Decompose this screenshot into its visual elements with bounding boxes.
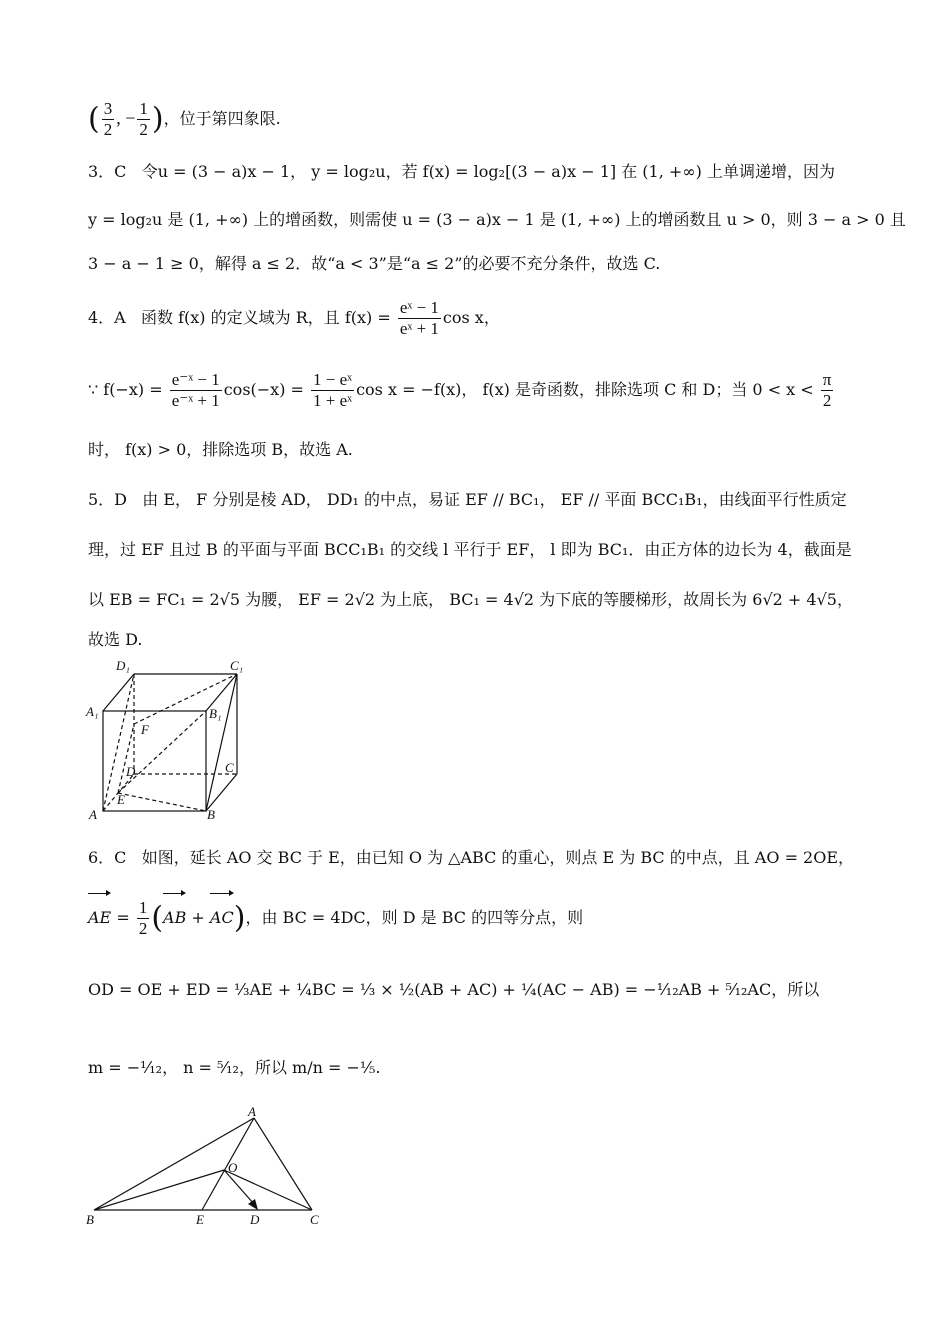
q4-fraction-simplified: $\frac{\text{1 − eˣ}}{\text{1 + eˣ}}$ xyxy=(313,370,353,410)
q6-line-4: m = −¹⁄₁₂， n = ⁵⁄₁₂，所以 m/n = −⅕. xyxy=(88,1058,381,1077)
label-c1: C₁ xyxy=(230,658,244,673)
tri-label-a: A xyxy=(248,1104,256,1119)
segment-eb1 xyxy=(118,711,206,793)
label-a1: A₁ xyxy=(86,704,99,719)
segment-bc1 xyxy=(206,674,237,811)
segment-fc1 xyxy=(134,674,237,724)
q4-line-2: ∵ f(−x) = $\frac{\text{e⁻ˣ − 1}}{\text{e⁻ˣ + 1}}$ cos(−x) = $\frac{\text{1 − eˣ}}{\text{1 + eˣ}}$ cos x = −f(x)， f(x) 是奇函数，排除选项 C 和 D；当 0 < x < $\frac{\pi}{2}$ xyxy=(88,370,832,410)
segment-eb xyxy=(118,793,206,811)
q4-fraction-neg: $\frac{\text{e⁻ˣ − 1}}{\text{e⁻ˣ + 1}}$ xyxy=(171,370,220,410)
q4-line-1: 4．A 函数 f(x) 的定义域为 R，且 f(x) = $\frac{\text{eˣ − 1}}{\text{eˣ + 1}}$ cos x， xyxy=(88,298,500,338)
q4-line-3: 时， f(x) > 0，排除选项 B，故选 A. xyxy=(88,440,353,459)
point-coordinates-line: ( $\frac{3}{2}$ , − $\frac{1}{2}$ )，位于第四象限. xyxy=(88,99,281,139)
q5-line-3: 以 EB = FC₁ = 2√5 为腰， EF = 2√2 为上底， BC₁ = 4√2 为下底的等腰梯形，故周长为 6√2 + 4√5， xyxy=(88,590,853,609)
label-c: C xyxy=(225,760,234,775)
vector-od-line xyxy=(224,1170,254,1204)
vector-ab: AB xyxy=(163,894,186,942)
label-e: E xyxy=(117,792,125,807)
tri-label-o: O xyxy=(228,1160,238,1175)
vector-ac: AC xyxy=(210,894,234,942)
tri-label-b: B xyxy=(86,1212,94,1227)
segment-bo xyxy=(94,1170,224,1210)
q4-pi-over-two: $\frac{\pi}{2}$ xyxy=(822,370,832,410)
q6-line-2: AE = $\frac{1}{2}$ (AB + AC)，由 BC = 4DC，则 D 是 BC 的四等分点，则 xyxy=(88,894,862,942)
tri-label-d: D xyxy=(250,1212,260,1227)
tri-label-c: C xyxy=(310,1212,319,1227)
q5-line-2: 理，过 EF 且过 B 的平面与平面 BCC₁B₁ 的交线 l 平行于 EF， l 即为 BC₁．由正方体的边长为 4，截面是 xyxy=(88,540,852,559)
q3-line-2: y = log₂u 是 (1, +∞) 上的增函数，则需使 u = (3 − a)x − 1 是 (1, +∞) 上的增函数且 u > 0，则 3 − a > 0 且 xyxy=(88,210,906,229)
label-d: D xyxy=(126,764,136,779)
triangle-diagram xyxy=(84,1100,334,1230)
label-a: A xyxy=(89,807,97,822)
q5-number: 5．D xyxy=(88,490,128,509)
q6-line-3: OD = OE + ED = ⅓AE + ¼BC = ⅓ × ½(AB + AC) + ¼(AC − AB) = −¹⁄₁₂AB + ⁵⁄₁₂AC，所以 xyxy=(88,980,820,999)
q3-line-1 xyxy=(88,160,862,184)
label-b: B xyxy=(207,807,215,822)
q4-fraction: $\frac{\text{eˣ − 1}}{\text{eˣ + 1}}$ xyxy=(399,298,439,338)
q6-line-1: 6．C 如图，延长 AO 交 BC 于 E，由已知 O 为 △ABC 的重心，则点 E 为 BC 的中点，且 AO = 2OE， xyxy=(88,848,855,867)
vector-od-arrowhead xyxy=(248,1199,258,1210)
label-b1: B₁ xyxy=(209,706,222,721)
fraction-one-half: $\frac{1}{2}$ xyxy=(139,99,148,139)
q3-line-3: 3 − a − 1 ≥ 0，解得 a ≤ 2．故“a < 3”是“a ≤ 2”的必要不充分条件，故选 C. xyxy=(88,254,661,273)
label-f: F xyxy=(141,722,149,737)
q3-number: 3．C xyxy=(88,162,127,181)
q3-text-1: 令u = (3 − a)x − 1， y = log₂u，若 f(x) = log₂[(3 − a)x − 1] 在 (1, +∞) 上单调递增，因为 xyxy=(141,162,835,181)
q5-line-4: 故选 D. xyxy=(88,630,143,649)
label-d1: D₁ xyxy=(116,658,130,673)
tri-label-e: E xyxy=(196,1212,204,1227)
q6-number: 6．C xyxy=(88,848,127,867)
q5-line-1: 5．D 由 E， F 分别是棱 AD， DD₁ 的中点，易证 EF // BC₁， EF // 平面 BCC₁B₁，由线面平行性质定 xyxy=(88,490,847,509)
vector-ae: AE xyxy=(88,894,111,942)
q4-number: 4．A xyxy=(88,308,126,327)
cube-diagram xyxy=(84,656,254,826)
q6-half: $\frac{1}{2}$ xyxy=(138,898,148,938)
fraction-three-halves: $\frac{3}{2}$ xyxy=(103,99,113,139)
